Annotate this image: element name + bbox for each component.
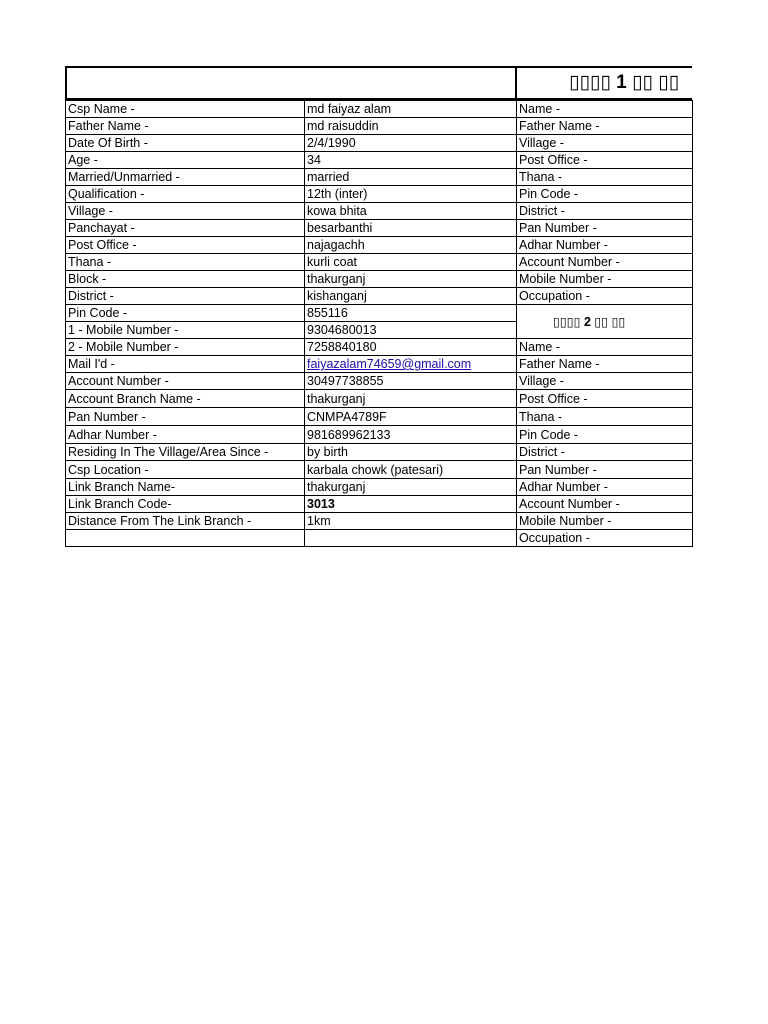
guarantor1-label: Pin Code - <box>517 186 693 203</box>
csp-value: 9304680013 <box>305 322 517 339</box>
csp-value: 34 <box>305 152 517 169</box>
guarantor2-label: Name - <box>517 339 693 356</box>
csp-value: 1km <box>305 513 517 530</box>
csp-label: Panchayat - <box>66 220 305 237</box>
csp-label: Married/Unmarried - <box>66 169 305 186</box>
guarantor1-label: Occupation - <box>517 288 693 305</box>
csp-details-table <box>65 100 693 547</box>
csp-value: kurli coat <box>305 254 517 271</box>
guarantor1-label: Pan Number - <box>517 220 693 237</box>
csp-value: 981689962133 <box>305 426 517 444</box>
guarantor2-label: Mobile Number - <box>517 513 693 530</box>
guarantor1-label: Name - <box>517 101 693 118</box>
csp-value: 2/4/1990 <box>305 135 517 152</box>
guarantor1-label: Village - <box>517 135 693 152</box>
csp-value: kowa bhita <box>305 203 517 220</box>
csp-value: by birth <box>305 444 517 461</box>
guarantor2-label: Post Office - <box>517 390 693 408</box>
csp-label: 2 - Mobile Number - <box>66 339 305 356</box>
csp-label: Csp Location - <box>66 461 305 479</box>
csp-label: Village - <box>66 203 305 220</box>
empty-cell <box>305 530 517 547</box>
csp-value: married <box>305 169 517 186</box>
csp-value: md faiyaz alam <box>305 101 517 118</box>
csp-value: thakurganj <box>305 479 517 496</box>
csp-label: Account Number - <box>66 373 305 390</box>
empty-cell <box>66 530 305 547</box>
csp-value: 30497738855 <box>305 373 517 390</box>
csp-label: Mail I'd - <box>66 356 305 373</box>
email-link[interactable]: faiyazalam74659@gmail.com <box>305 356 517 373</box>
csp-label: Adhar Number - <box>66 426 305 444</box>
csp-label: 1 - Mobile Number - <box>66 322 305 339</box>
guarantor2-label: Thana - <box>517 408 693 426</box>
csp-value: karbala chowk (patesari) <box>305 461 517 479</box>
guarantor1-label: Adhar Number - <box>517 237 693 254</box>
guarantor2-label: Account Number - <box>517 496 693 513</box>
guarantor2-label: District - <box>517 444 693 461</box>
guarantor1-label: Thana - <box>517 169 693 186</box>
guarantor2-label: Village - <box>517 373 693 390</box>
guarantor2-label: Occupation - <box>517 530 693 547</box>
csp-value: besarbanthi <box>305 220 517 237</box>
section2-title: ▯▯▯▯ 2 ▯▯ ▯▯ <box>517 305 693 339</box>
csp-label: District - <box>66 288 305 305</box>
guarantor2-label: Father Name - <box>517 356 693 373</box>
csp-label: Account Branch Name - <box>66 390 305 408</box>
csp-label: Block - <box>66 271 305 288</box>
header-merged-cell-left <box>65 66 516 100</box>
csp-value: 3013 <box>305 496 517 513</box>
csp-value: 7258840180 <box>305 339 517 356</box>
csp-value: kishanganj <box>305 288 517 305</box>
guarantor1-label: Father Name - <box>517 118 693 135</box>
guarantor2-label: Pan Number - <box>517 461 693 479</box>
csp-value: thakurganj <box>305 271 517 288</box>
csp-label: Post Office - <box>66 237 305 254</box>
csp-label: Pin Code - <box>66 305 305 322</box>
csp-value: thakurganj <box>305 390 517 408</box>
csp-label: Link Branch Name- <box>66 479 305 496</box>
csp-label: Date Of Birth - <box>66 135 305 152</box>
csp-label: Age - <box>66 152 305 169</box>
csp-label: Pan Number - <box>66 408 305 426</box>
csp-value: 855116 <box>305 305 517 322</box>
csp-label: Residing In The Village/Area Since - <box>66 444 305 461</box>
guarantor2-label: Adhar Number - <box>517 479 693 496</box>
csp-label: Father Name - <box>66 118 305 135</box>
section1-title: ▯▯▯▯ 1 ▯▯ ▯▯ <box>515 66 692 100</box>
csp-value: 12th (inter) <box>305 186 517 203</box>
csp-label: Qualification - <box>66 186 305 203</box>
csp-label: Thana - <box>66 254 305 271</box>
csp-label: Csp Name - <box>66 101 305 118</box>
csp-label: Distance From The Link Branch - <box>66 513 305 530</box>
guarantor1-label: Account Number - <box>517 254 693 271</box>
guarantor1-label: District - <box>517 203 693 220</box>
csp-value: CNMPA4789F <box>305 408 517 426</box>
csp-label: Link Branch Code- <box>66 496 305 513</box>
csp-value: najagachh <box>305 237 517 254</box>
guarantor2-label: Pin Code - <box>517 426 693 444</box>
guarantor1-label: Post Office - <box>517 152 693 169</box>
guarantor1-label: Mobile Number - <box>517 271 693 288</box>
csp-value: md raisuddin <box>305 118 517 135</box>
